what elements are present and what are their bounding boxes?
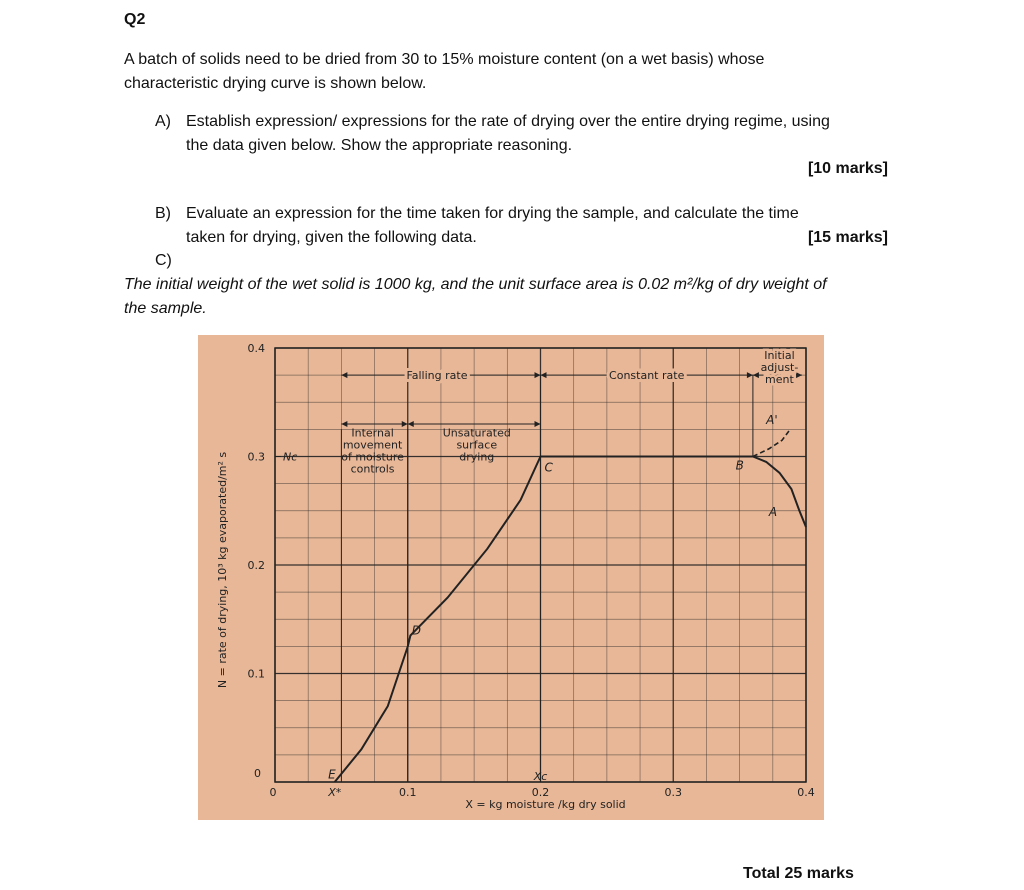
unsaturated-surface-label: drying <box>459 450 495 464</box>
constant-rate-arrow-head-right <box>747 372 753 378</box>
internal-movement-arrow-head-left <box>341 421 347 427</box>
constant-rate-arrow-head-left <box>541 372 547 378</box>
internal-movement-label: Internal <box>351 426 394 440</box>
constant-rate-label: Constant rate <box>609 369 685 383</box>
point-label-c: C <box>544 460 553 475</box>
x-star-label: X* <box>328 786 342 799</box>
initial-adjustment-arrow-head-left <box>753 372 759 378</box>
y-tick-label: 0.1 <box>247 667 265 681</box>
total-marks: Total 25 marks <box>743 865 854 882</box>
x-tick-label: 0.4 <box>797 786 815 799</box>
x-tick-label: 0 <box>269 786 277 799</box>
unsaturated-surface-label: Unsaturated <box>442 426 511 440</box>
internal-movement-label: controls <box>350 462 395 476</box>
y-axis-label: N = rate of drying, 10³ kg evaporated/m² s <box>216 451 229 689</box>
internal-movement-label: of moisture <box>341 450 404 464</box>
initial-adjustment-curve <box>753 429 790 456</box>
part-a-line-2: the data given below. Show the appropriate reasoning. <box>186 137 573 154</box>
y-tick-label: 0.2 <box>247 559 265 572</box>
xc-label: Xc <box>533 770 548 783</box>
drying-curve-chart <box>198 335 824 820</box>
part-a-marks: [10 marks] <box>807 160 888 177</box>
y-tick-label: 0.4 <box>247 342 265 355</box>
point-label-b: B <box>735 458 744 473</box>
unsaturated-surface-arrow-head-left <box>408 421 414 427</box>
initial-adjustment-label: ment <box>765 373 794 386</box>
falling-rate-label: Falling rate <box>406 369 468 383</box>
part-a-label: A) <box>155 113 171 130</box>
x-axis-label: X = kg moisture /kg dry solid <box>465 798 626 811</box>
falling-rate-arrow-head-left <box>341 372 347 378</box>
point-label-aprime: A' <box>766 412 778 427</box>
y-tick-label: 0.3 <box>247 450 265 464</box>
point-label-a: A <box>768 505 778 520</box>
falling-rate-arrow-head-right <box>535 372 541 378</box>
initial-adjustment-label: adjust- <box>760 361 799 374</box>
point-label-d: D <box>411 623 421 638</box>
x-tick-label: 0.3 <box>664 786 682 799</box>
question-number: Q2 <box>124 11 146 28</box>
point-label-e: E <box>328 767 336 782</box>
part-b-line-1: Evaluate an expression for the time taken for drying the sample, and calculate the time <box>186 205 799 222</box>
y-tick-label: 0 <box>254 767 261 780</box>
intro-line-1: A batch of solids need to be dried from 30 to 15% moisture content (on a wet basis) whose <box>124 51 765 68</box>
part-b-marks: [15 marks] <box>807 229 888 246</box>
initial-adjustment-label: Initial <box>764 349 795 362</box>
x-tick-label: 0.2 <box>531 786 550 799</box>
drying-curve-figure <box>198 335 824 820</box>
internal-movement-arrow-head-right <box>402 421 408 427</box>
unsaturated-surface-arrow-head-right <box>535 421 541 427</box>
part-c-line-1: The initial weight of the wet solid is 1000 kg, and the unit surface area is 0.02 m²/kg of dry weight of <box>124 276 827 293</box>
part-a-line-1: Establish expression/ expressions for the rate of drying over the entire drying regime, using <box>186 113 830 130</box>
part-b-line-2: taken for drying, given the following data. <box>186 229 477 246</box>
part-c-label: C) <box>155 252 172 269</box>
x-tick-label: 0.1 <box>399 786 417 799</box>
unsaturated-surface-label: surface <box>456 438 498 452</box>
part-c-line-2: the sample. <box>124 300 207 317</box>
intro-line-2: characteristic drying curve is shown below. <box>124 75 427 92</box>
part-b-label: B) <box>155 205 171 222</box>
internal-movement-label: movement <box>342 438 403 452</box>
nc-label: Nc <box>283 450 298 464</box>
